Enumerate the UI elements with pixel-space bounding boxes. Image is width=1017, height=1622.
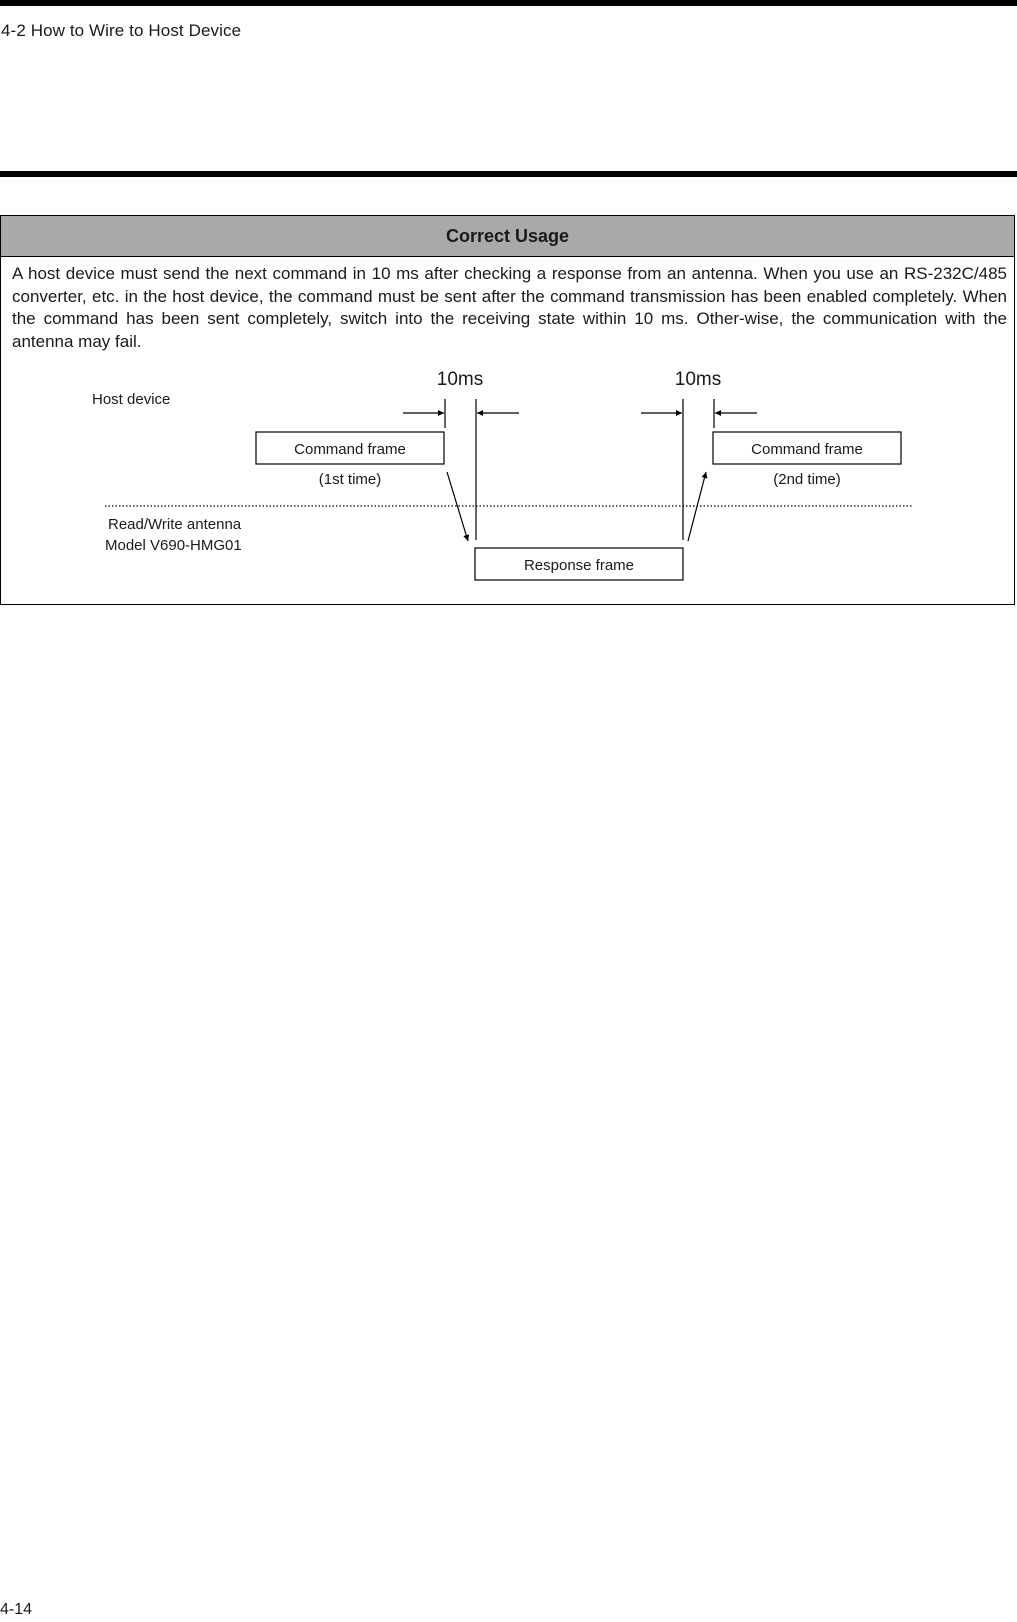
correct-usage-box [0, 215, 1015, 605]
correct-usage-body: A host device must send the next command in 10 ms after checking a response from an antenna. When you use an RS-232C/485 converter, etc. in the host device, the command must be sent after the command transmission has been enabled completely. When the command has been sent completely, switch into the receiving state within 10 ms. Other-wise, the communication with the antenna may fail. [12, 264, 1007, 351]
antenna-label-line1: Read/Write antenna [108, 516, 242, 533]
command-frame-1-label: Command frame [294, 441, 406, 458]
top-rule [0, 0, 1017, 6]
command-frame-1-note: (1st time) [318, 471, 382, 488]
command-frame-2-note: (2nd time) [773, 471, 841, 488]
response-frame-label: Response frame [523, 557, 635, 574]
timing-diagram [1, 216, 1014, 604]
interval-2-label: 10ms [674, 369, 722, 390]
command-frame-2-label: Command frame [751, 441, 863, 458]
interval-1-label: 10ms [436, 369, 484, 390]
host-device-label: Host device [92, 391, 171, 408]
antenna-label-line2: Model V690-HMG01 [105, 537, 242, 554]
section-rule [0, 171, 1017, 177]
correct-usage-title: Correct Usage [1, 216, 1014, 257]
page-number: 4-14 [0, 1601, 33, 1618]
command-to-response-arrow [447, 472, 468, 541]
section-header: 4-2 How to Wire to Host Device [1, 21, 242, 40]
